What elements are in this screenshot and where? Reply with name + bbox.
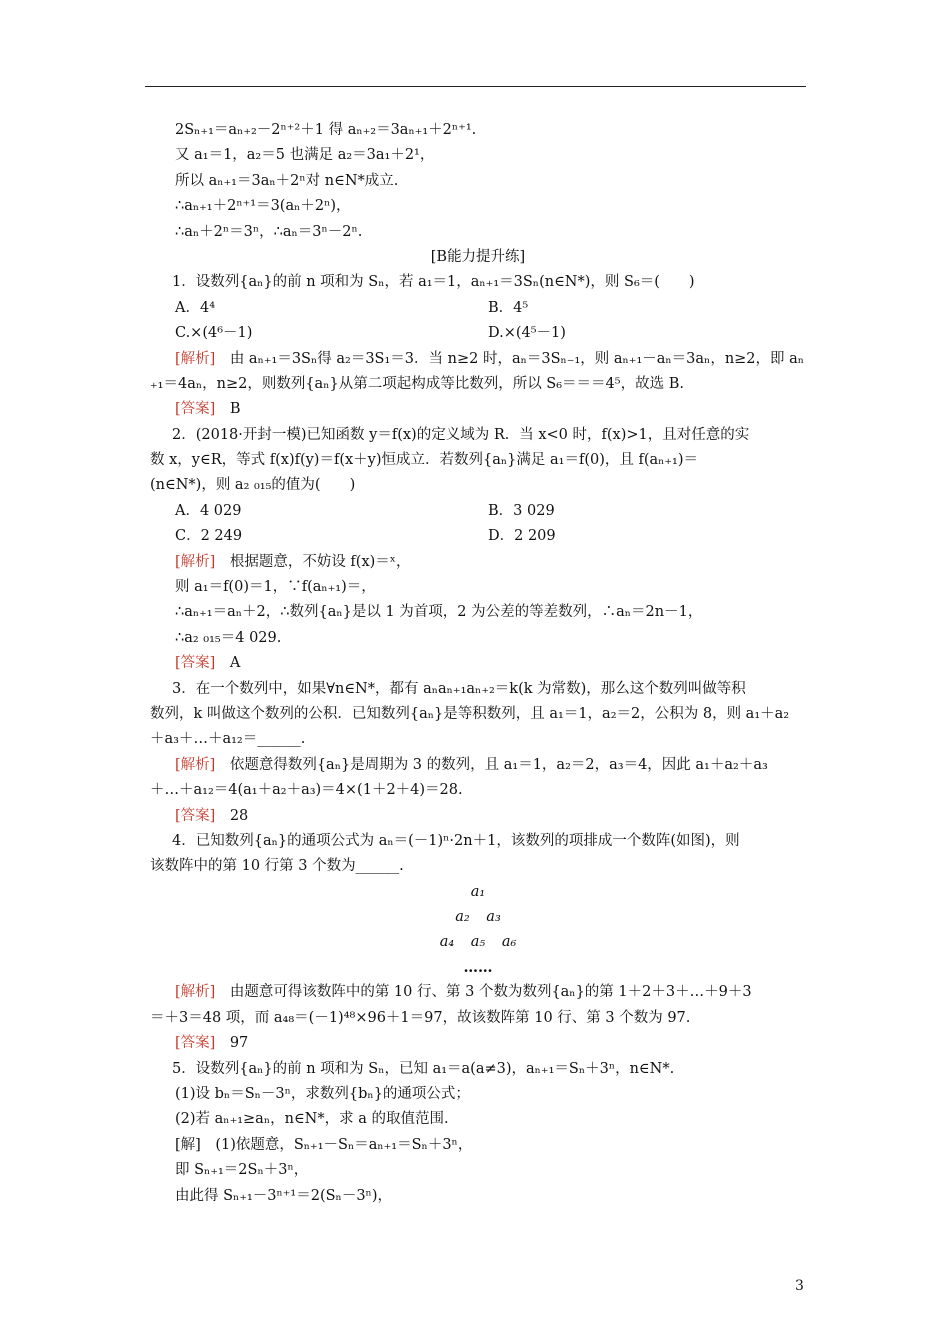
answer-label: [答案] [175,401,216,418]
q2-option-d: D．2 209 [488,528,556,545]
array-term: a₂ [455,908,470,925]
text-line: 2Sₙ₊₁＝aₙ₊₂－2ⁿ⁺²＋1 得 aₙ₊₂＝3aₙ₊₁＋2ⁿ⁺¹. [175,122,477,138]
q2-option-b: B．3 029 [488,502,555,519]
answer-value: 28 [229,807,249,824]
text-line: ∴a₂ ₀₁₅＝4 029. [175,629,282,646]
q1-options-row [150,321,806,346]
q2-option-c: C．2 249 [175,528,243,545]
text-line: 又 a₁＝1，a₂＝5 也满足 a₂＝3a₁＋2¹， [175,147,435,164]
answer-label: [答案] [175,1035,216,1052]
q2-option-a: A．4 029 [175,502,242,519]
q1-options-row [150,296,806,321]
analysis-label: [解析] [175,553,216,570]
text-line: 数 x，y∈R，等式 f(x)f(y)＝f(x＋y)恒成立．若数列{aₙ}满足 a₁＝f(0)，且 f(aₙ₊₁)＝ [150,452,699,469]
question-5: 5．设数列{aₙ}的前 n 项和为 Sₙ，已知 a₁＝a(a≠3)，aₙ₊₁＝Sₙ＋3ⁿ，n∈N*. [172,1060,675,1077]
page-number: 3 [795,1278,804,1294]
analysis-text: 由 aₙ₊₁＝3Sₙ得 a₂＝3S₁＝3．当 n≥2 时，aₙ＝3Sₙ₋₁，则 aₙ₊₁－aₙ＝3aₙ，n≥2，即 aₙ [229,350,805,367]
answer-value: B [229,401,241,418]
q1-analysis [150,347,806,372]
text-line: ＝＋3＝48 项，而 a₄₈＝(－1)⁴⁸×96＋1＝97，故该数阵第 10 行、第 3 个数为 97. [150,1009,691,1026]
analysis-text: 依题意得数列{aₙ}是周期为 3 的数列，且 a₁＝1，a₂＝2，a₃＝4，因此 a₁＋a₂＋a₃ [229,756,768,773]
text-line: (2)若 aₙ₊₁≥aₙ，n∈N*，求 a 的取值范围. [175,1111,449,1128]
q2-answer [150,651,806,676]
number-array-ellipsis: …… [463,959,493,977]
text-line: ∴aₙ＋2ⁿ＝3ⁿ，∴aₙ＝3ⁿ－2ⁿ. [175,223,363,240]
text-line: 则 a₁＝f(0)＝1，∵f(aₙ₊₁)＝， [175,579,376,596]
text-line: (1)设 bₙ＝Sₙ－3ⁿ，求数列{bₙ}的通项公式； [175,1086,470,1103]
text-line: 由此得 Sₙ₊₁－3ⁿ⁺¹＝2(Sₙ－3ⁿ)， [175,1187,392,1204]
q3-analysis [150,753,806,778]
q4-answer [150,1031,806,1056]
number-array-row-1 [150,880,806,905]
text-line: (n∈N*)，则 a₂ ₀₁₅的值为( ) [150,477,356,494]
analysis-label: [解析] [175,350,216,367]
question-4: 4．已知数列{aₙ}的通项公式为 aₙ＝(－1)ⁿ·2n＋1，该数列的项排成一个数阵(如图)，则 [172,832,740,849]
text-line: 所以 aₙ₊₁＝3aₙ＋2ⁿ对 n∈N*成立. [175,172,399,189]
array-term: a₆ [501,934,517,951]
text-line: ∴aₙ₊₁＋2ⁿ⁺¹＝3(aₙ＋2ⁿ)， [175,198,351,215]
answer-label: [答案] [175,807,216,824]
analysis-label: [解析] [175,756,216,773]
document-body [150,118,806,1209]
number-array-row-3 [150,930,806,955]
q1-option-d: D.×(4⁵－1) [488,325,566,342]
q4-analysis [150,980,806,1005]
text-line: 即 Sₙ₊₁＝2Sₙ＋3ⁿ， [175,1162,309,1179]
text-line: ₊₁＝4aₙ，n≥2，则数列{aₙ}从第二项起构成等比数列，所以 S₆＝＝＝4⁵，故选 B. [150,375,684,392]
q2-options-row [150,524,806,549]
text-line: ∴aₙ₊₁＝aₙ＋2，∴数列{aₙ}是以 1 为首项，2 为公差的等差数列，∴aₙ＝2n－1， [175,604,703,621]
array-term: a₃ [486,908,501,925]
number-array-row-2 [150,905,806,930]
array-term: a₁ [470,883,486,900]
q3-answer [150,804,806,829]
answer-value: A [229,655,241,672]
text-line: 该数阵中的第 10 行第 3 个数为______. [150,858,404,875]
array-term: a₄ [439,934,455,951]
text-line: 数列，k 叫做这个数列的公积．已知数列{aₙ}是等积数列，且 a₁＝1，a₂＝2，公积为 8，则 a₁＋a₂ [150,705,790,722]
analysis-text: 由题意可得该数阵中的第 10 行、第 3 个数为数列{aₙ}的第 1＋2＋3＋…＋9＋3 [229,984,752,1001]
text-line: ＋a₃＋…＋a₁₂＝______. [150,731,306,748]
q1-option-c: C.×(4⁶－1) [175,325,253,342]
question-1: 1．设数列{aₙ}的前 n 项和为 Sₙ，若 a₁＝1，aₙ₊₁＝3Sₙ(n∈N*)，则 S₆＝( ) [172,274,695,291]
q2-options-row [150,499,806,524]
array-term: a₅ [470,934,486,951]
analysis-text: 根据题意，不妨设 f(x)＝ˣ， [229,553,411,570]
q1-answer [150,397,806,422]
q2-analysis [150,550,806,575]
answer-value: 97 [229,1035,249,1052]
solution-start: [解] (1)依题意，Sₙ₊₁－Sₙ＝aₙ₊₁＝Sₙ＋3ⁿ， [175,1136,473,1153]
q1-option-a: A．4⁴ [175,299,216,316]
analysis-label: [解析] [175,984,216,1001]
answer-label: [答案] [175,655,216,672]
section-heading: [B能力提升练] [430,248,526,265]
q1-option-b: B．4⁵ [488,299,529,316]
header-rule [145,86,806,87]
question-3: 3．在一个数列中，如果∀n∈N*，都有 aₙaₙ₊₁aₙ₊₂＝k(k 为常数)，那么这个数列叫做等积 [172,680,746,697]
text-line: ＋…＋a₁₂＝4(a₁＋a₂＋a₃)＝4×(1＋2＋4)＝28. [150,782,463,799]
question-2: 2．(2018·开封一模)已知函数 y＝f(x)的定义域为 R．当 x<0 时，f(x)>1，且对任意的实 [172,426,750,443]
